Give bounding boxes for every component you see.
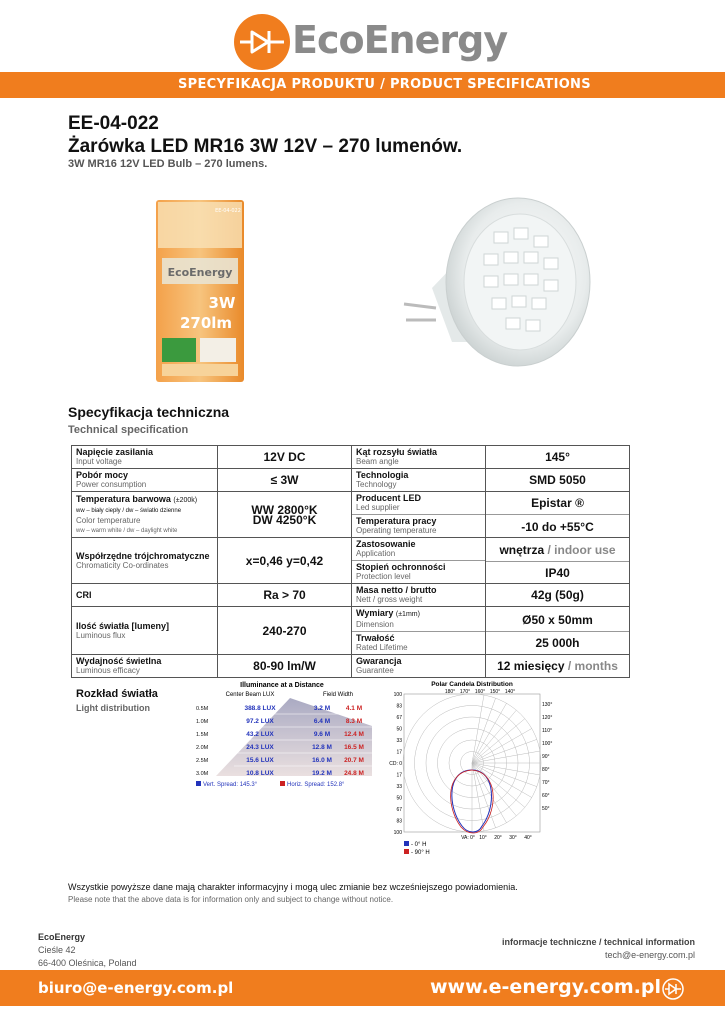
product-title-en: 3W MR16 12V LED Bulb – 270 lumens. [68, 158, 268, 170]
application-value-en: indoor use [554, 543, 616, 557]
table-row [72, 446, 630, 469]
polar-angle-top: 140° [504, 689, 516, 695]
illum-width-h: 12.4 M [344, 731, 364, 738]
legend-swatch-v [196, 781, 201, 786]
illum-lux: 97.2 LUX [246, 718, 274, 725]
brand-name: EcoEnergy [292, 18, 508, 62]
mass-value: 42g (50g) [486, 584, 630, 607]
led-supplier-label-en: Led supplier [356, 503, 400, 512]
cri-value: Ra > 70 [218, 584, 352, 607]
legend-swatch-h [280, 781, 285, 786]
dimension-value: Ø50 x 50mm [522, 613, 593, 627]
polar-tick-left: 33 [396, 784, 402, 790]
illum-width-v: 19.2 M [312, 770, 332, 777]
polar-tick-left: 83 [396, 703, 402, 710]
efficacy-value: 80-90 lm/W [218, 655, 352, 678]
distribution-heading: Rozkład światła [76, 688, 158, 700]
polar-angle-right: 90° [542, 754, 550, 760]
mass-label: Masa netto / brutto [356, 585, 437, 595]
table-row [72, 469, 630, 492]
footer-city: 66-400 Oleśnica, Poland [38, 958, 137, 968]
polar-tick-left: CD: 0 [389, 761, 402, 767]
spec-heading: Specyfikacja techniczna [68, 404, 230, 420]
diode-icon [234, 14, 290, 70]
illum-legend-v: Vert. Spread: 145.3° [203, 782, 258, 788]
distribution-heading-en: Light distribution [76, 703, 150, 713]
product-bulb-image [396, 192, 592, 368]
polar-tick-left: 67 [396, 807, 402, 813]
illum-col2: Field Width [322, 692, 354, 698]
illum-width-v: 9.6 M [313, 731, 331, 738]
lifetime-label-en: Rated Lifetime [356, 643, 408, 652]
polar-angle-right: 70° [542, 780, 550, 786]
warranty-value: 12 miesięcy [497, 659, 565, 673]
polar-tick-left: 83 [396, 818, 402, 825]
illum-distance: 1.5M [196, 732, 209, 738]
polar-angle-bottom: 30° [509, 835, 517, 841]
illum-width-v: 6.4 M [313, 718, 331, 725]
box-brand: EcoEnergy [167, 266, 233, 279]
dimension-label-en: Dimension [356, 620, 394, 629]
beam-angle-value: 145° [486, 446, 630, 469]
illum-col1: Center Beam LUX [225, 692, 275, 698]
dimension-tolerance: (±1mm) [395, 611, 420, 618]
table-row [72, 607, 630, 655]
polar-angle-right: 80° [542, 767, 550, 773]
lifetime-value: 25 000h [486, 631, 629, 651]
product-title-pl: Żarówka LED MR16 3W 12V – 270 lumenów. [68, 136, 463, 157]
color-temp-label-en: Color temperature [76, 515, 141, 525]
warranty-label-en: Guarantee [356, 666, 394, 675]
voltage-label-en: Input voltage [76, 457, 122, 466]
operating-temp-value: -10 do +55°C [486, 514, 629, 536]
polar-legend-swatch-0 [404, 841, 409, 846]
polar-candela-chart [378, 678, 566, 858]
protection-value: IP40 [486, 561, 629, 581]
application-value: wnętrza [499, 543, 545, 557]
chromaticity-label-en: Chromaticity Co-ordinates [76, 560, 169, 570]
beam-angle-label: Kąt rozsyłu światła [356, 447, 438, 457]
disclaimer-pl: Wszystkie powyższe dane mają charakter informacyjny i mogą ulec zmianie bez wcześniejszego powiadomienia. [68, 882, 518, 892]
application-label-en: Application [356, 549, 396, 558]
warranty-value-en: months [574, 659, 618, 673]
polar-angle-bottom: 10° [479, 835, 487, 841]
spec-banner [0, 72, 725, 98]
disclaimer-en: Please note that the above data is for information only and subject to change without notice. [68, 895, 394, 904]
color-temp-dw: DW 4250°K [252, 512, 317, 527]
color-temp-ww: WW 2800°K [251, 502, 318, 517]
illum-lux: 15.6 LUX [246, 757, 274, 764]
polar-tick-left: 17 [396, 772, 402, 779]
illum-lux: 388.8 LUX [244, 705, 276, 712]
chromaticity-label: Współrzędne trójchromatyczne [76, 550, 210, 561]
application-label: Zastosowanie [356, 539, 416, 549]
polar-angle-right: 130° [542, 702, 553, 708]
footer-street: Cieśle 42 [38, 945, 76, 955]
operating-temp-label: Temperatura pracy [356, 516, 437, 526]
illum-distance: 2.5M [196, 758, 209, 764]
box-code: EE-04-022 [215, 208, 241, 214]
illum-width-v: 16.0 M [312, 757, 332, 764]
polar-tick-left: 50 [396, 795, 402, 802]
efficacy-label-en: Luminous efficacy [76, 666, 140, 675]
polar-angle-top: 180° [444, 689, 456, 695]
box-lumens: 270lm [179, 314, 233, 332]
illum-legend-h: Horiz. Spread: 152.8° [287, 782, 345, 788]
led-supplier-label: Producent LED [356, 493, 422, 503]
polar-tick-left: 50 [396, 726, 402, 733]
power-label-en: Power consumption [76, 480, 147, 489]
polar-angle-bottom: 40° [524, 835, 532, 841]
illum-lux: 24.3 LUX [246, 744, 274, 751]
beam-angle-label-en: Beam angle [356, 457, 399, 466]
color-temp-tolerance: (±200k) [173, 496, 198, 504]
color-temp-label: Temperatura barwowa [76, 493, 171, 504]
polar-tick-left: 33 [396, 738, 402, 744]
technology-label-en: Technology [356, 480, 397, 489]
led-supplier-value: Epistar ® [531, 496, 584, 510]
protection-label-en: Protection level [356, 572, 411, 581]
polar-angle-right: 120° [542, 715, 553, 721]
chromaticity-value: x=0,46 y=0,42 [218, 538, 352, 584]
polar-title: Polar Candela Distribution [431, 681, 513, 688]
efficacy-label: Wydajność świetlna [76, 656, 162, 666]
polar-angle-bottom: VA: 0° [461, 835, 475, 841]
technology-label: Technologia [356, 470, 409, 480]
operating-temp-label-en: Operating temperature [356, 526, 437, 535]
illum-title: Illuminance at a Distance [240, 682, 324, 689]
spec-heading-en: Technical specification [68, 424, 189, 436]
protection-label: Stopień ochronności [356, 562, 446, 572]
color-temp-detail-en: ww – warm white / dw – daylight white [76, 527, 178, 534]
flux-value: 240-270 [218, 607, 352, 655]
power-value: ≤ 3W [218, 469, 352, 492]
footer-info: informacje techniczne / technical information [501, 937, 695, 947]
illum-width-h: 16.5 M [344, 744, 364, 751]
polar-angle-top: 170° [459, 689, 471, 695]
footer-email[interactable]: biuro@e-energy.com.pl [38, 979, 234, 997]
warranty-label: Gwarancja [356, 656, 402, 666]
power-label: Pobór mocy [76, 470, 129, 480]
footer-tech-email[interactable]: tech@e-energy.com.pl [604, 950, 695, 960]
polar-legend-0: - 0° H [411, 842, 427, 848]
brand-logo [234, 14, 508, 70]
footer-bar [0, 970, 725, 1006]
polar-angle-right: 100° [542, 741, 553, 747]
polar-legend-swatch-90 [404, 849, 409, 854]
flux-label-en: Luminous flux [76, 630, 126, 640]
illum-width-h: 20.7 M [344, 757, 364, 764]
illum-distance: 0.5M [196, 706, 209, 712]
mass-label-en: Nett / gross weight [356, 595, 423, 604]
spec-table [71, 445, 630, 678]
illum-lux: 43.2 LUX [246, 731, 274, 738]
table-row: Współrzędne trójchromatyczne Chromaticity Co-ordinates x=0,46 y=0,42 Zastosowanie Application Stopień ochronności Protection level wnętrza / indoor use IP40 [72, 538, 630, 584]
polar-angle-top: 160° [474, 689, 486, 695]
footer-company: EcoEnergy [38, 932, 86, 942]
polar-angle-top: 150° [489, 689, 501, 695]
illum-width-v: 12.8 M [312, 744, 332, 751]
illum-width-h: 8.3 M [345, 718, 363, 725]
illum-width-v: 3.2 M [313, 705, 331, 712]
illum-lux: 10.8 LUX [246, 770, 274, 777]
lifetime-label: Trwałość [356, 633, 395, 643]
box-power: 3W [208, 294, 236, 312]
dimension-label: Wymiary [356, 608, 394, 618]
illum-distance: 2.0M [196, 745, 209, 751]
illum-width-h: 24.8 M [344, 770, 364, 777]
product-code: EE-04-022 [68, 113, 159, 134]
product-box-image [150, 196, 250, 386]
technology-value: SMD 5050 [486, 469, 630, 492]
voltage-label: Napięcie zasilania [76, 447, 154, 457]
polar-angle-right: 60° [542, 793, 550, 799]
polar-tick-left: 100 [393, 830, 402, 836]
illum-distance: 3.0M [196, 771, 209, 777]
polar-tick-left: 67 [396, 715, 402, 721]
footer-website[interactable]: www.e-energy.com.pl [430, 976, 662, 998]
cri-label: CRI [72, 584, 218, 607]
polar-tick-left: 17 [396, 749, 402, 756]
voltage-value: 12V DC [218, 446, 352, 469]
table-row [72, 584, 630, 607]
table-row: Wydajność świetlna Luminous efficacy 80-90 lm/W Gwarancja Guarantee 12 miesięcy / months [72, 655, 630, 678]
polar-legend-90: - 90° H [411, 850, 430, 856]
illum-distance: 1.0M [196, 719, 209, 725]
color-temp-detail: ww – biały ciepły / dw – światło dzienne [76, 507, 182, 514]
polar-angle-bottom: 20° [494, 835, 502, 841]
diode-icon [662, 978, 684, 1000]
banner-title: SPECYFIKACJA PRODUKTU / PRODUCT SPECIFICATIONS [178, 77, 591, 92]
illuminance-chart [190, 678, 374, 790]
polar-angle-right: 50° [542, 806, 550, 812]
polar-angle-right: 110° [542, 728, 552, 734]
illum-width-h: 4.1 M [345, 705, 363, 712]
flux-label: Ilość światła [lumeny] [76, 620, 170, 631]
polar-tick-left: 100 [393, 692, 402, 698]
table-row [72, 492, 630, 538]
